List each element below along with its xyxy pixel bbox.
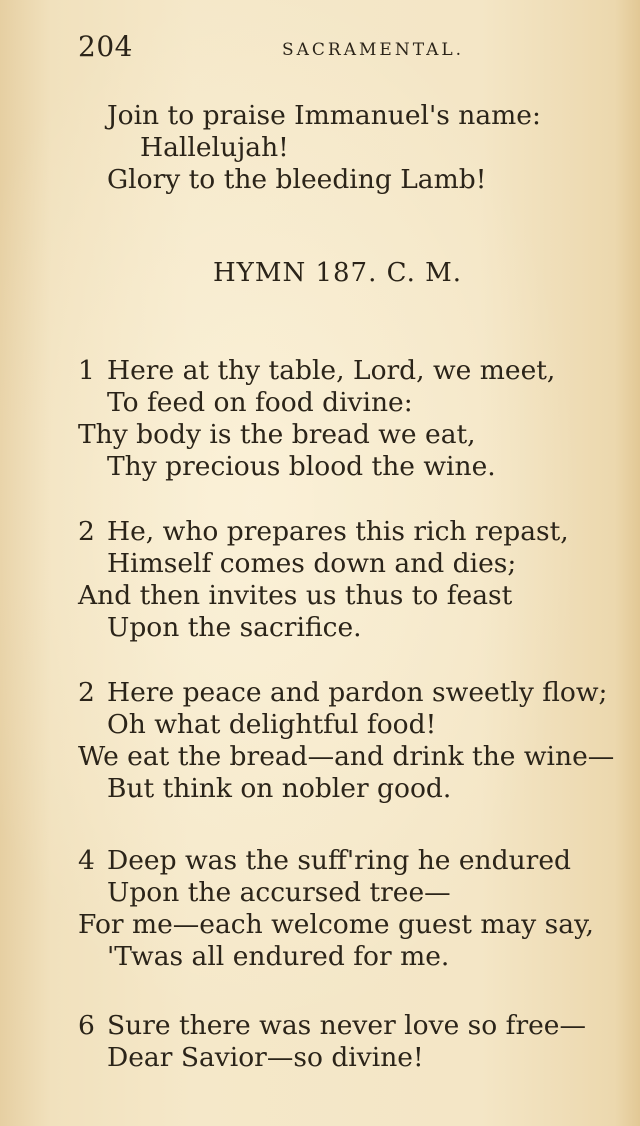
verse-line: Himself comes down and dies; xyxy=(107,548,517,579)
verse-line: He, who prepares this rich repast, xyxy=(107,516,569,547)
verse-line: Dear Savior—so divine! xyxy=(107,1042,424,1073)
stanza-number: 2 xyxy=(78,516,95,547)
verse-line: Sure there was never love so free— xyxy=(107,1010,586,1041)
stanza-number: 1 xyxy=(78,355,95,386)
verse-line: Join to praise Immanuel's name: xyxy=(107,100,541,131)
verse-line: Here at thy table, Lord, we meet, xyxy=(107,355,556,386)
verse-line: We eat the bread—and drink the wine— xyxy=(78,741,615,772)
verse-line: Here peace and pardon sweetly flow; xyxy=(107,677,608,708)
stanza-number: 6 xyxy=(78,1010,95,1041)
verse-line: But think on nobler good. xyxy=(107,773,452,804)
verse-line: Thy body is the bread we eat, xyxy=(78,419,476,450)
verse-line: Hallelujah! xyxy=(140,132,289,163)
verse-line: And then invites us thus to feast xyxy=(78,580,513,611)
verse-line: 'Twas all endured for me. xyxy=(107,941,450,972)
hymn-title: HYMN 187. C. M. xyxy=(213,258,463,288)
verse-line: Thy precious blood the wine. xyxy=(107,451,496,482)
verse-line: Deep was the suff'ring he endured xyxy=(107,845,571,876)
verse-line: Upon the sacrifice. xyxy=(107,612,362,643)
running-head: SACRAMENTAL. xyxy=(282,40,465,60)
verse-line: Oh what delightful food! xyxy=(107,709,437,740)
verse-line: Glory to the bleeding Lamb! xyxy=(107,164,487,195)
stanza-number: 2 xyxy=(78,677,95,708)
page-number: 204 xyxy=(78,30,133,63)
verse-line: For me—each welcome guest may say, xyxy=(78,909,594,940)
page-header xyxy=(78,30,610,70)
stanza-number: 4 xyxy=(78,845,95,876)
verse-line: Upon the accursed tree— xyxy=(107,877,451,908)
verse-line: To feed on food divine: xyxy=(107,387,413,418)
